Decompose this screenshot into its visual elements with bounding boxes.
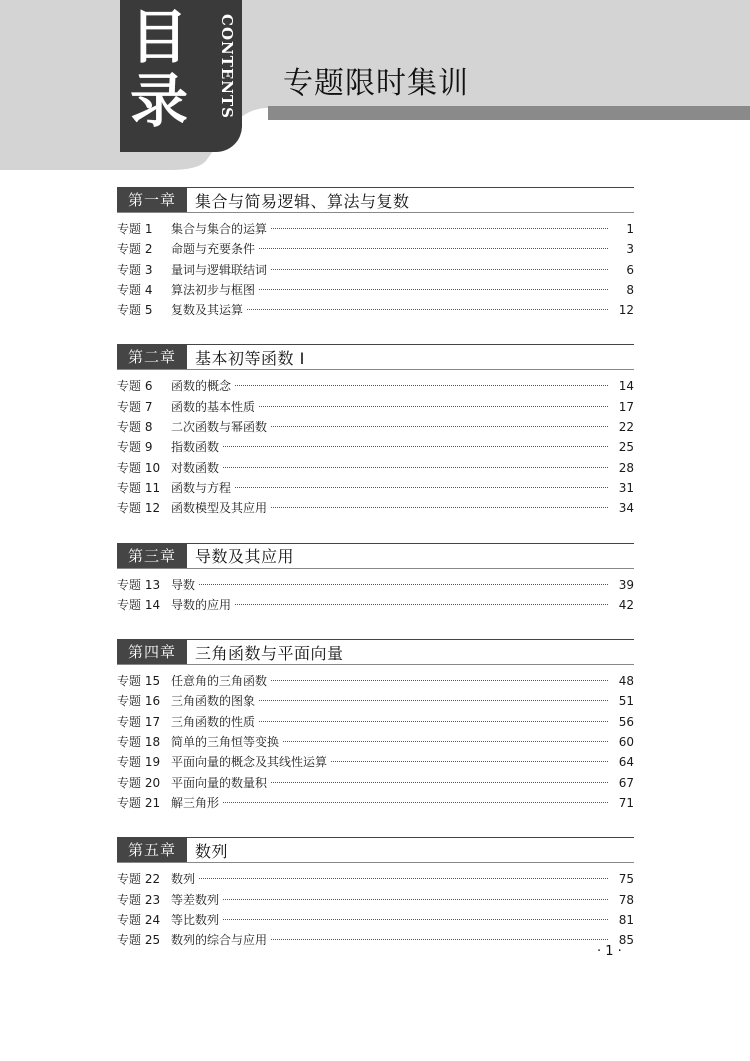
dot-leader xyxy=(235,486,608,488)
topic-title: 二次函数与幂函数 xyxy=(171,420,268,435)
topic-page: 34 xyxy=(618,501,634,516)
topic-page: 25 xyxy=(618,440,634,455)
topic-number: 专题 5 xyxy=(117,303,153,318)
dot-leader xyxy=(235,603,608,605)
topic-row[interactable] xyxy=(117,498,634,518)
catalog-char-lu: 录 xyxy=(130,67,189,135)
header-rule xyxy=(268,106,750,120)
topic-page: 42 xyxy=(618,597,634,612)
topic-row[interactable] xyxy=(117,300,634,320)
topic-row[interactable] xyxy=(117,793,634,813)
topic-row[interactable] xyxy=(117,575,634,595)
topic-row[interactable] xyxy=(117,458,634,478)
topic-page: 56 xyxy=(618,714,634,729)
topic-number: 专题 22 xyxy=(117,872,161,887)
topic-title: 任意角的三角函数 xyxy=(171,674,268,689)
chapter-title[interactable]: 集合与简易逻辑、算法与复数 xyxy=(195,191,410,211)
topic-title: 数列的综合与应用 xyxy=(171,933,268,948)
topic-title: 函数的基本性质 xyxy=(171,399,256,414)
topic-page: 71 xyxy=(618,795,634,810)
topic-title: 函数与方程 xyxy=(171,480,232,495)
topic-row[interactable] xyxy=(117,910,634,930)
chapter-3 xyxy=(117,543,634,616)
topic-title: 命题与充要条件 xyxy=(171,242,256,257)
topic-title: 量词与逻辑联结词 xyxy=(171,262,268,277)
topic-number: 专题 1 xyxy=(117,222,153,236)
topic-row[interactable] xyxy=(117,376,634,396)
chapter-4 xyxy=(117,639,634,813)
topic-page: 39 xyxy=(618,577,634,592)
topic-page: 64 xyxy=(618,755,634,770)
topic-title: 指数函数 xyxy=(171,440,220,455)
topic-title: 导数的应用 xyxy=(171,597,232,612)
dot-leader xyxy=(259,288,608,290)
topic-page: 85 xyxy=(618,933,634,948)
chapter-label: 第一章 xyxy=(117,188,187,212)
topic-page: 17 xyxy=(618,399,634,414)
topic-page: 60 xyxy=(618,735,634,750)
dot-leader xyxy=(223,801,608,803)
topic-page: 78 xyxy=(618,892,634,907)
dot-leader xyxy=(235,384,608,386)
dot-leader xyxy=(223,898,608,900)
topic-title: 导数 xyxy=(171,577,196,592)
topic-page: 31 xyxy=(618,480,634,495)
topic-row[interactable] xyxy=(117,890,634,910)
topic-page: 81 xyxy=(618,912,634,927)
chapter-header xyxy=(117,639,634,665)
page-title: 专题限时集训 xyxy=(283,66,469,101)
topic-row[interactable] xyxy=(117,437,634,457)
page-number: · 1 · xyxy=(597,944,622,959)
chapter-title[interactable]: 导数及其应用 xyxy=(195,547,295,567)
topic-title: 等差数列 xyxy=(171,892,220,907)
chapter-label: 第二章 xyxy=(117,345,187,369)
topic-title: 解三角形 xyxy=(171,795,220,810)
topic-title: 复数及其运算 xyxy=(171,303,244,318)
topic-number: 专题 17 xyxy=(117,714,161,729)
chapter-5 xyxy=(117,837,634,950)
topic-title: 三角函数的图象 xyxy=(171,694,256,709)
topic-title: 集合与集合的运算 xyxy=(171,222,268,236)
topic-page: 48 xyxy=(618,674,634,689)
dot-leader xyxy=(271,679,608,681)
topic-number: 专题 19 xyxy=(117,755,161,770)
topic-number: 专题 11 xyxy=(117,480,161,495)
topic-row[interactable] xyxy=(117,869,634,889)
topic-number: 专题 20 xyxy=(117,775,161,790)
topic-row[interactable] xyxy=(117,712,634,732)
topic-number: 专题 2 xyxy=(117,242,153,257)
topic-number: 专题 21 xyxy=(117,795,161,810)
dot-leader xyxy=(331,760,608,762)
topic-row[interactable] xyxy=(117,752,634,772)
topic-list xyxy=(117,575,634,616)
topic-page: 67 xyxy=(618,775,634,790)
chapter-header xyxy=(117,837,634,863)
topic-number: 专题 8 xyxy=(117,420,153,435)
dot-leader xyxy=(247,308,608,310)
chapter-title[interactable]: 三角函数与平面向量 xyxy=(195,643,344,663)
dot-leader xyxy=(271,781,608,783)
chapter-header xyxy=(117,543,634,569)
chapter-label: 第五章 xyxy=(117,838,187,862)
dot-leader xyxy=(271,227,608,229)
chapter-label: 第四章 xyxy=(117,640,187,664)
topic-title: 数列 xyxy=(171,872,196,887)
topic-number: 专题 7 xyxy=(117,399,153,414)
topic-title: 算法初步与框图 xyxy=(171,282,256,297)
topic-list xyxy=(117,219,634,320)
topic-page: 6 xyxy=(626,262,634,277)
topic-row[interactable] xyxy=(117,595,634,615)
topic-number: 专题 24 xyxy=(117,912,161,927)
topic-title: 简单的三角恒等变换 xyxy=(171,735,280,750)
chapter-header xyxy=(117,187,634,213)
table-of-contents xyxy=(117,187,634,950)
dot-leader xyxy=(223,918,608,920)
topic-row[interactable] xyxy=(117,691,634,711)
topic-row[interactable] xyxy=(117,732,634,752)
chapter-label: 第三章 xyxy=(117,544,187,568)
topic-title: 函数模型及其应用 xyxy=(171,501,268,516)
catalog-block xyxy=(120,0,242,152)
topic-number: 专题 14 xyxy=(117,597,161,612)
topic-row[interactable] xyxy=(117,930,634,950)
dot-leader xyxy=(259,247,608,249)
topic-number: 专题 9 xyxy=(117,440,153,455)
dot-leader xyxy=(271,506,608,508)
topic-number: 专题 15 xyxy=(117,674,161,689)
dot-leader xyxy=(271,268,608,270)
topic-title: 等比数列 xyxy=(171,912,220,927)
topic-page: 12 xyxy=(618,303,634,318)
topic-row[interactable] xyxy=(117,260,634,280)
dot-leader xyxy=(271,425,608,427)
topic-row[interactable] xyxy=(117,280,634,300)
topic-row[interactable] xyxy=(117,417,634,437)
topic-row[interactable] xyxy=(117,478,634,498)
chapter-header xyxy=(117,344,634,370)
topic-title: 平面向量的数量积 xyxy=(171,775,268,790)
dot-leader xyxy=(223,445,608,447)
topic-row[interactable] xyxy=(117,397,634,417)
topic-list xyxy=(117,671,634,813)
dot-leader xyxy=(283,740,608,742)
chapter-title[interactable]: 数列 xyxy=(195,841,229,861)
chapter-title[interactable]: 基本初等函数 I xyxy=(195,348,305,368)
topic-row[interactable] xyxy=(117,773,634,793)
topic-row[interactable] xyxy=(117,239,634,259)
chapter-1 xyxy=(117,187,634,320)
topic-number: 专题 12 xyxy=(117,501,161,516)
topic-page: 8 xyxy=(626,282,634,297)
topic-row[interactable] xyxy=(117,671,634,691)
topic-page: 51 xyxy=(618,694,634,709)
catalog-char-mu: 目 xyxy=(130,3,189,71)
dot-leader xyxy=(259,405,608,407)
topic-number: 专题 13 xyxy=(117,577,161,592)
topic-number: 专题 4 xyxy=(117,282,153,297)
dot-leader xyxy=(271,938,608,940)
dot-leader xyxy=(199,583,608,585)
topic-page: 3 xyxy=(626,242,634,257)
dot-leader xyxy=(199,877,608,879)
topic-number: 专题 16 xyxy=(117,694,161,709)
topic-number: 专题 3 xyxy=(117,262,153,277)
dot-leader xyxy=(259,699,608,701)
topic-row[interactable] xyxy=(117,219,634,239)
topic-number: 专题 18 xyxy=(117,735,161,750)
topic-list xyxy=(117,376,634,518)
topic-page: 22 xyxy=(618,420,634,435)
dot-leader xyxy=(259,720,608,722)
topic-page: 75 xyxy=(618,872,634,887)
topic-page: 1 xyxy=(626,222,634,236)
topic-number: 专题 6 xyxy=(117,379,153,394)
topic-title: 三角函数的性质 xyxy=(171,714,256,729)
contents-label: CONTENTS xyxy=(218,14,236,120)
topic-title: 函数的概念 xyxy=(171,379,232,394)
topic-number: 专题 10 xyxy=(117,460,161,475)
topic-number: 专题 23 xyxy=(117,892,161,907)
topic-page: 28 xyxy=(618,460,634,475)
topic-number: 专题 25 xyxy=(117,933,161,948)
topic-list xyxy=(117,869,634,950)
chapter-2 xyxy=(117,344,634,518)
topic-title: 对数函数 xyxy=(171,460,220,475)
dot-leader xyxy=(223,466,608,468)
topic-title: 平面向量的概念及其线性运算 xyxy=(171,755,328,770)
topic-page: 14 xyxy=(618,379,634,394)
